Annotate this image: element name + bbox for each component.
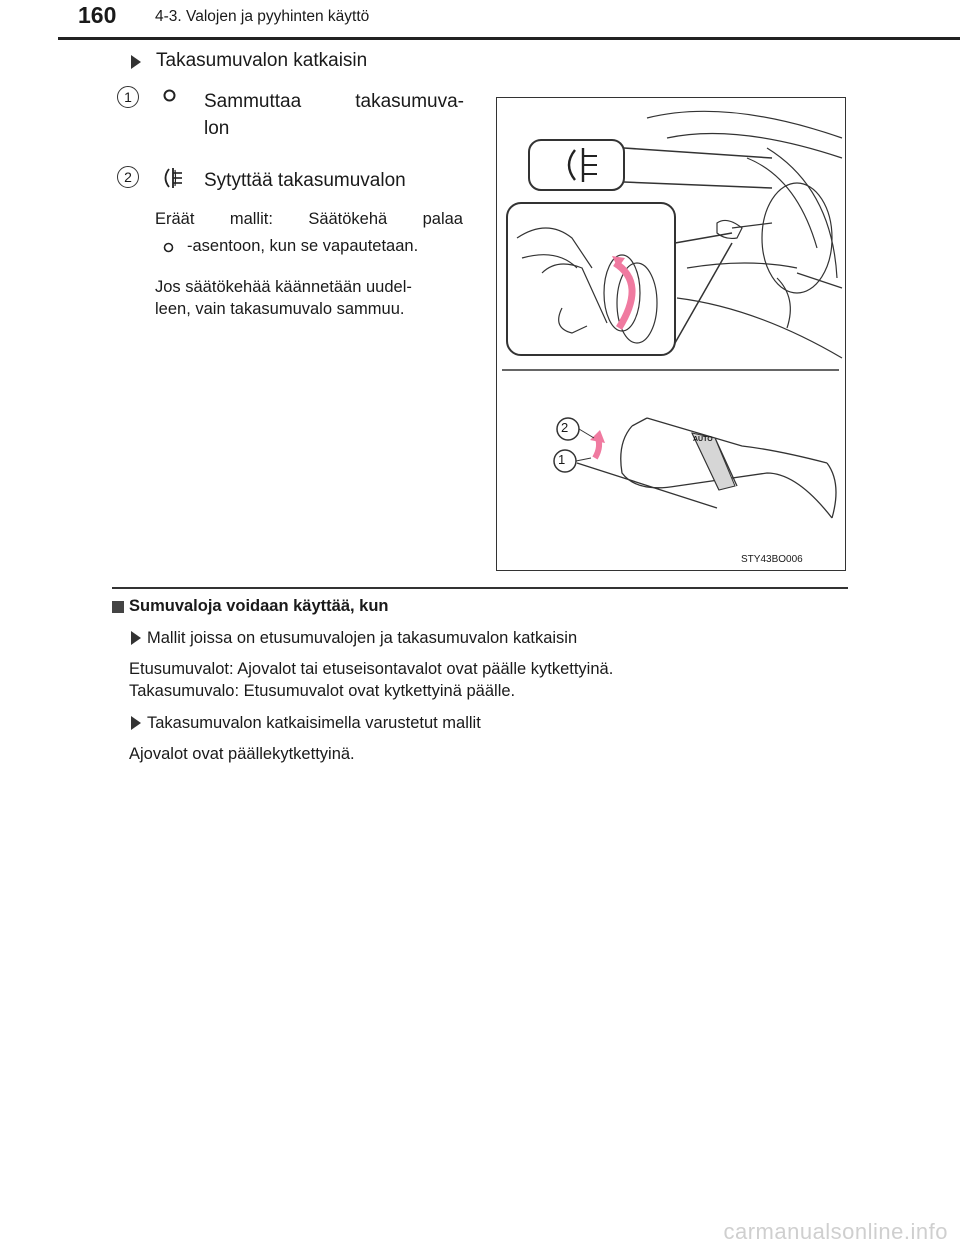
- switch-illustration: [496, 97, 846, 571]
- note1-line1: Eräät mallit: Säätökehä palaa: [155, 210, 463, 228]
- note2-line1: Jos säätökehää käännetään uudel-: [155, 278, 412, 296]
- item-number-1: 1: [117, 86, 139, 108]
- page-number: 160: [78, 2, 117, 28]
- triangle-bullet-icon: [131, 716, 141, 730]
- off-circle-icon: [163, 240, 174, 251]
- square-bullet-icon: [112, 601, 124, 613]
- section-divider: [112, 587, 848, 589]
- figure-callout-1: 1: [558, 452, 566, 467]
- item-number-2: 2: [117, 166, 139, 188]
- item1-text-line1: Sammuttaa takasumuva-: [204, 91, 464, 112]
- triangle-bullet-icon: [131, 55, 141, 69]
- item2-text: Sytyttää takasumuvalon: [204, 170, 406, 191]
- note2-line2: leen, vain takasumuvalo sammuu.: [155, 300, 405, 318]
- subsection2-line1: Ajovalot ovat päällekytkettyinä.: [129, 745, 355, 763]
- subsection1-title: Mallit joissa on etusumuvalojen ja takasumuvalon katkaisin: [147, 629, 578, 647]
- item1-text-line2: lon: [204, 118, 230, 139]
- triangle-bullet-icon: [131, 631, 141, 645]
- figure-code: STY43BO006: [741, 554, 803, 565]
- watermark: carmanualsonline.info: [723, 1219, 948, 1244]
- rear-fog-light-icon: [160, 166, 186, 190]
- note1-line2: -asentoon, kun se vapautetaan.: [187, 237, 419, 255]
- subsection1-line2: Takasumuvalo: Etusumuvalot ovat kytkettyinä päälle.: [129, 682, 516, 700]
- off-circle-icon: [163, 89, 176, 102]
- section-title-rear-fog-switch: Takasumuvalon katkaisin: [156, 50, 368, 71]
- switch-auto-label: AUTO: [693, 436, 713, 443]
- header-rule: [58, 37, 960, 40]
- subsection1-line1: Etusumuvalot: Ajovalot tai etuseisontavalot ovat päälle kytkettyinä.: [129, 660, 614, 678]
- figure-callout-2: 2: [561, 420, 569, 435]
- chapter-title: 4-3. Valojen ja pyyhinten käyttö: [155, 8, 370, 25]
- section-title-fog-conditions: Sumuvaloja voidaan käyttää, kun: [129, 597, 389, 615]
- subsection2-title: Takasumuvalon katkaisimella varustetut mallit: [147, 714, 481, 732]
